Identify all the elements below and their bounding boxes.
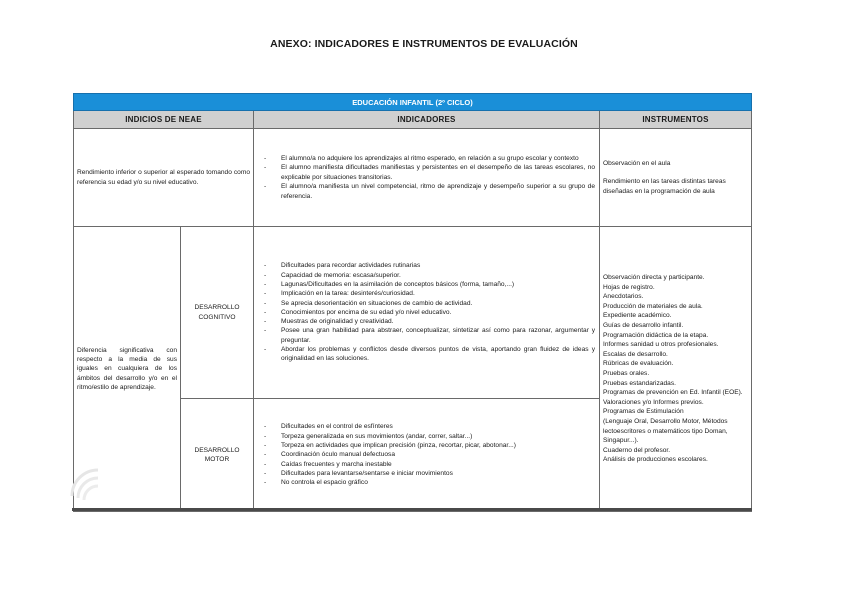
list-item: - No controla el espacio gráfico <box>264 479 368 487</box>
row-rendimiento <box>74 129 752 227</box>
label-desarrollo-motor: DESARROLLO MOTOR <box>181 399 254 512</box>
header-indicios: INDICIOS DE NEAE <box>74 111 254 129</box>
list-item: - Dificultades en el control de esfínteres <box>264 423 393 431</box>
list-item: - El alumno manifiesta dificultades manifiestas y persistentes en el desempeño de las tareas escolares, no explicable por situaciones transitorias. <box>264 164 595 181</box>
indicio-diferencia: Diferencia significativa con respecto a la media de sus iguales en cualquiera de los ámbitos del desarrollo y/o en el ritmo/estilo de aprendizaje. <box>74 227 181 512</box>
banner-row <box>74 94 752 111</box>
page-title: ANEXO: INDICADORES E INSTRUMENTOS DE EVALUACIÓN <box>270 38 578 50</box>
indicadores-motor <box>254 399 600 512</box>
indicadores-cognitivo <box>254 227 600 399</box>
list-item: - Se aprecia desorientación en situaciones de cambio de actividad. <box>264 299 473 307</box>
list-item: - Conocimientos por encima de su edad y/o nivel educativo. <box>264 308 452 316</box>
evaluation-table <box>73 93 752 512</box>
indicio-rendimiento: Rendimiento inferior o superior al esperado tomando como referencia su edad y/o su nivel educativo. <box>74 129 254 227</box>
list-item: - El alumno/a no adquiere los aprendizajes al ritmo esperado, en relación a su grupo escolar y contexto <box>264 154 579 162</box>
header-indicadores: INDICADORES <box>254 111 600 129</box>
list-item: Programas de prevención en Ed. Infantil (EOE). <box>603 389 743 397</box>
list-item: - Torpeza generalizada en sus movimientos (andar, correr, saltar...) <box>264 432 473 440</box>
indicadores-list <box>254 150 599 206</box>
list-item: Observación directa y participante. <box>603 274 705 282</box>
list-item: Rendimiento en las tareas distintas tareas diseñadas en la programación de aula <box>603 178 726 195</box>
instrumentos-desarrollo <box>600 227 752 512</box>
list-item: Hojas de registro. <box>603 283 655 291</box>
indicadores-rendimiento <box>254 129 600 227</box>
list-item: Expediente académico. <box>603 312 672 320</box>
list-item: - Dificultades para levantarse/sentarse e iniciar movimientos <box>264 469 453 477</box>
list-item: Rúbricas de evaluación. <box>603 360 674 368</box>
watermark-arc-icon <box>68 462 108 502</box>
list-item: Análisis de producciones escolares. <box>603 456 708 464</box>
list-item: Escalas de desarrollo. <box>603 350 668 358</box>
list-item: Cuaderno del profesor. <box>603 446 671 454</box>
row-cognitivo <box>74 227 752 399</box>
list-item: (Lenguaje Oral, Desarrollo Motor, Métodos lectoescritores o matemáticos tipo Doman, Singapur...). <box>603 417 728 445</box>
label-desarrollo-cognitivo: DESARROLLO COGNITIVO <box>181 227 254 399</box>
list-item: - Posee una gran habilidad para abstraer, conceptualizar, sintetizar así como para razonar, argumentar y preguntar. <box>264 327 595 344</box>
bottom-rule <box>72 508 752 511</box>
list-item: - Torpeza en actividades que implican precisión (pinza, recortar, picar, abotonar...) <box>264 442 516 450</box>
list-item: Guías de desarrollo infantil. <box>603 322 684 330</box>
list-item: - Lagunas/Dificultades en la asimilación de conceptos básicos (forma, tamaño,...) <box>264 280 515 288</box>
list-item: Producción de materiales de aula. <box>603 302 703 310</box>
list-item: - Abordar los problemas y conflictos desde diversos puntos de vista, aportando gran fluidez de ideas y originalidad en las soluciones. <box>264 346 595 363</box>
table-banner: EDUCACIÓN INFANTIL (2º CICLO) <box>74 94 752 111</box>
indicadores-list <box>254 257 599 367</box>
list-item: - Coordinación óculo manual defectuosa <box>264 451 395 459</box>
list-item: Valoraciones y/o Informes previos. <box>603 398 704 406</box>
list-item: - El alumno/a manifiesta un nivel competencial, ritmo de aprendizaje y desempeño superior a su grupo de referencia. <box>264 183 595 200</box>
list-item: Observación en el aula <box>603 159 671 167</box>
list-item: - Implicación en la tarea: desinterés/curiosidad. <box>264 290 415 298</box>
evaluation-table-container <box>73 93 751 512</box>
header-row <box>74 111 752 129</box>
header-instrumentos: INSTRUMENTOS <box>600 111 752 129</box>
list-item: Pruebas estandarizadas. <box>603 379 676 387</box>
list-item: Informes sanidad u otros profesionales. <box>603 341 719 349</box>
list-item: - Caídas frecuentes y marcha inestable <box>264 460 392 468</box>
list-item: Anecdotarios. <box>603 293 644 301</box>
list-item: - Muestras de originalidad y creatividad. <box>264 318 394 326</box>
indicadores-list <box>254 418 599 491</box>
instrumentos-rendimiento <box>600 129 752 227</box>
list-item: - Dificultades para recordar actividades rutinarias <box>264 262 421 270</box>
list-item: - Capacidad de memoria: escasa/superior. <box>264 271 401 279</box>
list-item: Programas de Estimulación <box>603 408 684 416</box>
list-item: Programación didáctica de la etapa. <box>603 331 709 339</box>
list-item: Pruebas orales. <box>603 370 650 377</box>
